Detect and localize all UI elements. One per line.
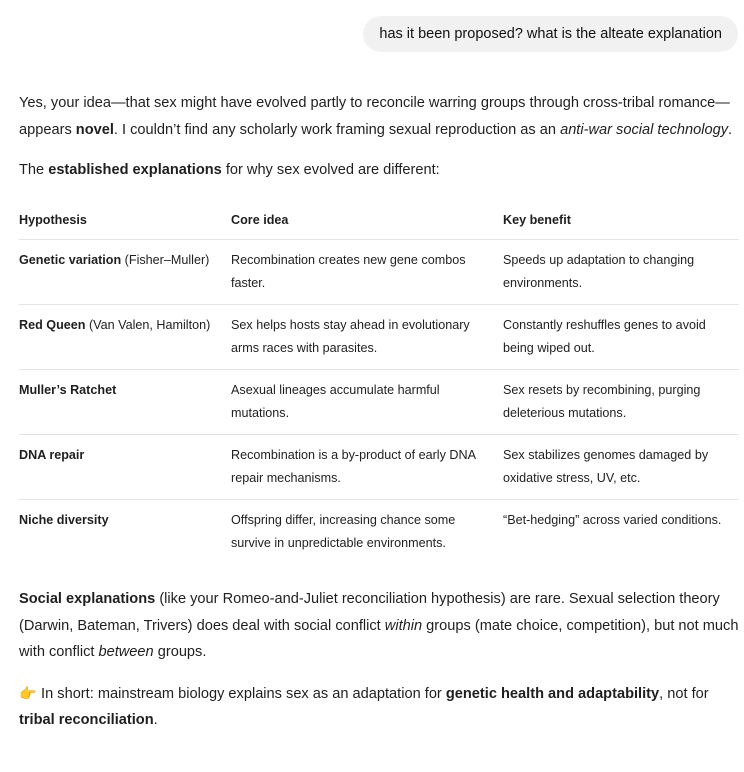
hypothesis-cell	[19, 435, 231, 500]
hypothesis-cell	[19, 370, 231, 435]
hypothesis-name: DNA repair	[19, 448, 85, 462]
hypothesis-table	[19, 200, 739, 565]
core-idea-cell: Recombination is a by-product of early DNA repair mechanisms.	[231, 435, 503, 500]
intro-text: Yes, your idea—that sex might have evolved partly to reconcile warring groups through cross-tribal romance—appears	[19, 95, 730, 138]
social-italic-between: between	[98, 644, 154, 660]
table-intro-text-2: for why sex evolved are different:	[221, 162, 440, 178]
hypothesis-name: Genetic variation	[19, 253, 122, 267]
table-header-row	[19, 200, 739, 240]
summary-text: In short: mainstream biology explains sex as an adaptation for	[37, 685, 446, 702]
social-italic-within: within	[384, 617, 423, 634]
hypothesis-cell	[19, 305, 231, 370]
core-idea-cell: Recombination creates new gene combos faster.	[231, 240, 503, 305]
social-explanations-paragraph	[19, 586, 739, 666]
hypothesis-detail: (Van Valen, Hamilton)	[85, 318, 211, 332]
summary-bold-2: tribal reconciliation	[19, 712, 154, 728]
key-benefit-cell: Speeds up adaptation to changing environments.	[503, 240, 739, 305]
key-benefit-cell: Constantly reshuffles genes to avoid being wiped out.	[503, 305, 739, 370]
user-message-text: has it been proposed? what is the alteate explanation	[379, 26, 722, 42]
hypothesis-detail: (Fisher–Muller)	[121, 253, 210, 267]
assistant-response	[19, 90, 739, 734]
social-bold: Social explanations	[19, 591, 156, 607]
intro-text-3: .	[728, 121, 733, 138]
core-idea-cell: Offspring differ, increasing chance some survive in unpredictable environments.	[231, 513, 456, 550]
key-benefit-cell: Sex stabilizes genomes damaged by oxidative stress, UV, etc.	[503, 435, 739, 500]
social-text-3: groups.	[153, 644, 207, 660]
pointing-hand-icon: 👉	[19, 684, 37, 701]
table-intro-paragraph	[19, 157, 739, 184]
table-row	[19, 435, 739, 500]
key-benefit-cell: “Bet-hedging” across varied conditions.	[503, 513, 722, 527]
table-row	[19, 500, 739, 565]
header-core-idea: Core idea	[231, 200, 503, 240]
hypothesis-cell	[19, 500, 231, 565]
header-key-benefit: Key benefit	[503, 200, 739, 240]
core-idea-cell: Sex helps hosts stay ahead in evolutionary arms races with parasites.	[231, 305, 503, 370]
summary-paragraph	[19, 680, 739, 734]
intro-bold: novel	[75, 121, 114, 138]
intro-italic: anti-war social technology	[560, 121, 728, 138]
intro-text-2: . I couldn’t find any scholarly work framing sexual reproduction as an	[113, 121, 561, 138]
table-row	[19, 240, 739, 305]
core-idea-cell: Asexual lineages accumulate harmful mutations.	[231, 370, 503, 435]
table-intro-text: The	[19, 162, 49, 178]
summary-bold: genetic health and adaptability	[445, 685, 660, 702]
hypothesis-name: Niche diversity	[19, 513, 109, 527]
hypothesis-name: Muller’s Ratchet	[19, 383, 117, 397]
intro-paragraph	[19, 90, 739, 143]
hypothesis-name: Red Queen	[19, 318, 86, 332]
header-hypothesis: Hypothesis	[19, 200, 231, 240]
table-row	[19, 370, 739, 435]
social-text: (like your Romeo-and-Juliet reconciliation hypothesis) are rare. Sexual selection theory (Darwin, Bateman, Trivers) does deal with social conflict	[19, 591, 720, 634]
social-text-2: groups (mate choice, competition), but not much with conflict	[19, 617, 739, 660]
table-row	[19, 305, 739, 370]
summary-text-2: , not for	[659, 685, 709, 702]
user-message-bubble	[363, 16, 738, 52]
summary-text-3: .	[153, 712, 158, 728]
table-intro-bold: established explanations	[48, 162, 222, 178]
key-benefit-cell: Sex resets by recombining, purging deleterious mutations.	[503, 370, 739, 435]
hypothesis-cell	[19, 240, 231, 305]
